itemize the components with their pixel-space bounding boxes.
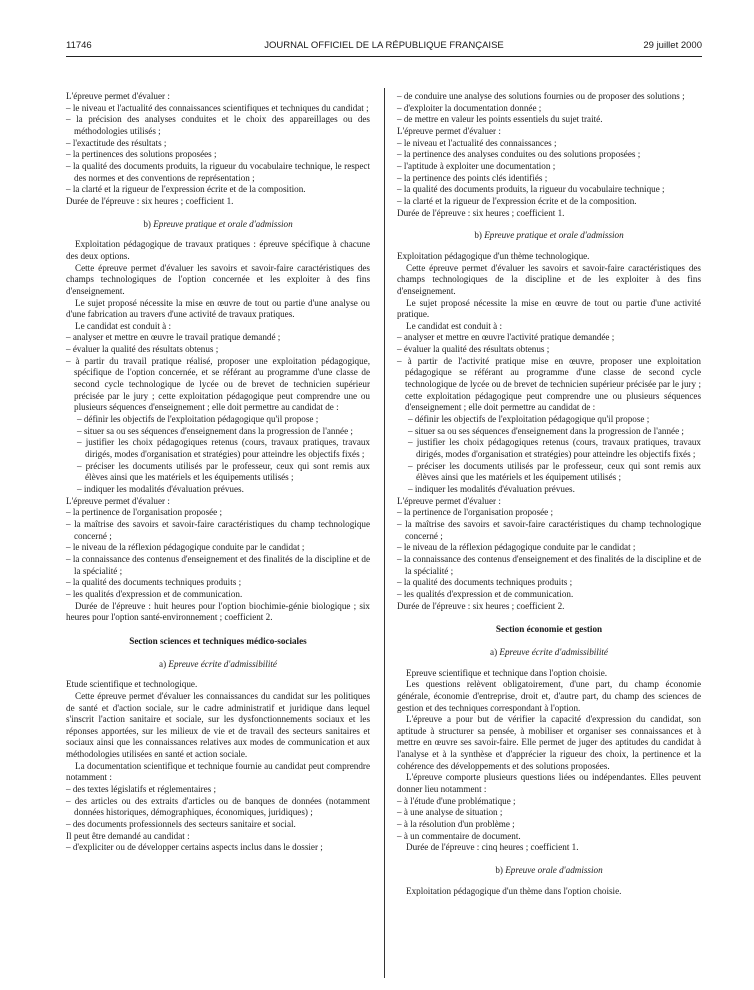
- page-header: [66, 40, 702, 54]
- sub-list-item: – définir les objectifs de l'exploitation pédagogique qu'il propose ;: [408, 414, 650, 425]
- list-item: – la pertinences des solutions proposées ;: [66, 149, 217, 160]
- subsection-letter: a): [490, 646, 500, 657]
- paragraph: Exploitation pédagogique de travaux pratiques : épreuve spécifique à chacune des deux options.: [66, 239, 370, 261]
- sub-list-item: – situer sa ou ses séquences d'enseignement dans la progression de l'année ;: [408, 425, 684, 436]
- right-column: [397, 91, 701, 897]
- list-item: – analyser et mettre en œuvre l'activité pratique demandée ;: [397, 332, 615, 343]
- list-item: – la pertinence de l'organisation proposée ;: [397, 507, 554, 518]
- sub-list-item: – indiquer les modalités d'évaluation prévues.: [408, 484, 575, 494]
- list-item: – à un commentaire de document.: [397, 830, 521, 841]
- paragraph: Etude scientifique et technologique.: [66, 679, 198, 690]
- paragraph: Il peut être demandé au candidat :: [66, 830, 190, 841]
- paragraph: Cette épreuve permet d'évaluer les savoirs et savoir-faire caractéristiques des champs technologiques de l'option concernée et les exploiter à des fins d'enseignement.: [66, 262, 370, 296]
- subsection-letter: b): [474, 230, 485, 241]
- list-item: – évaluer la qualité des résultats obtenus ;: [397, 344, 550, 355]
- list-item: – la qualité des documents produits, la rigueur du vocabulaire technique, le respect des normes et des conventions de représentation ;: [66, 160, 370, 183]
- list-item: – la pertinence de l'organisation proposée ;: [66, 507, 223, 518]
- subsection-letter: a): [159, 658, 169, 669]
- list-item: – d'expliciter ou de développer certains aspects inclus dans le dossier ;: [66, 842, 323, 853]
- paragraph: L'épreuve permet d'évaluer :: [66, 91, 170, 101]
- paragraph: Durée de l'épreuve : cinq heures ; coefficient 1.: [406, 842, 579, 853]
- column-divider: [384, 88, 385, 978]
- list-item: – à la résolution d'un problème ;: [397, 819, 515, 830]
- paragraph: Durée de l'épreuve : six heures ; coefficient 1.: [66, 195, 234, 206]
- list-item: – à l'étude d'une problématique ;: [397, 795, 516, 806]
- list-item: – à une analyse de situation ;: [397, 807, 503, 818]
- list-item: – le niveau de la réflexion pédagogique conduite par le candidat ;: [66, 542, 305, 553]
- header-rule: [66, 56, 702, 57]
- section-heading: Section économie et gestion: [495, 624, 603, 635]
- list-item: – la qualité des documents produits, la rigueur du vocabulaire technique ;: [397, 184, 665, 195]
- list-item: – de mettre en valeur les points essentiels du sujet traité.: [397, 114, 603, 125]
- subsection-letter: b): [143, 218, 154, 229]
- list-item: – le niveau de la réflexion pédagogique conduite par le candidat ;: [397, 542, 636, 553]
- list-item: – le niveau et l'actualité des connaissances scientifiques et techniques du candidat ;: [66, 102, 369, 113]
- subsection-heading: [66, 219, 370, 231]
- subsection-title: Epreuve orale d'admission: [505, 865, 603, 876]
- sub-list-item: – situer sa ou ses séquences d'enseignement dans la progression de l'année ;: [77, 425, 353, 436]
- paragraph: L'épreuve a pour but de vérifier la capacité d'expression du candidat, son aptitude à structurer sa pensée, à mobiliser et organiser ses connaissances et à mettre en œuvre ses savoir-faire. Elle permet de juger des aptitudes du candidat à l'analyse et à la synthèse et d'apprécier la rigueur des choix, la pertinence et la cohérence des développements et des solutions proposées.: [397, 714, 701, 771]
- list-item: – la connaissance des contenus d'enseignement et des finalités de la discipline et de la spécialité ;: [397, 553, 701, 576]
- paragraph: Le candidat est conduit à :: [406, 320, 503, 331]
- paragraph: Cette épreuve permet d'évaluer les savoirs et savoir-faire caractéristiques des champs technologiques de la discipline et de les exploiter à des fins d'enseignement.: [397, 262, 701, 296]
- sub-list-item: – justifier les choix pédagogiques retenus (cours, travaux pratiques, travaux dirigés, modes d'organisation et stratégies) pour atteindre les objectifs fixés ;: [77, 437, 370, 460]
- list-item: – l'aptitude à exploiter une documentation ;: [397, 160, 556, 171]
- paragraph: Durée de l'épreuve : six heures ; coefficient 1.: [397, 207, 565, 218]
- list-item: – la maîtrise des savoirs et savoir-faire caractéristiques du champ technologique concerné ;: [397, 518, 701, 541]
- paragraph: Durée de l'épreuve : six heures ; coefficient 2.: [397, 600, 565, 611]
- paragraph: Le sujet proposé nécessite la mise en œuvre de tout ou partie d'une analyse ou d'une fabrication au travers d'une activité de travaux pratiques.: [66, 297, 370, 320]
- paragraph: Le candidat est conduit à :: [75, 320, 172, 331]
- sub-list-item: – indiquer les modalités d'évaluation prévues.: [77, 484, 244, 494]
- paragraph: Exploitation pédagogique d'un thème dans l'option choisie.: [406, 885, 622, 896]
- paragraph: Exploitation pédagogique d'un thème technologique.: [397, 250, 590, 261]
- list-item: – la clarté et la rigueur de l'expression écrite et de la composition.: [397, 195, 637, 206]
- sub-list-item: – justifier les choix pédagogiques retenus (cours, travaux pratiques, travaux dirigés, modes d'organisation et stratégies) pour atteindre les objectifs fixés ;: [408, 437, 701, 460]
- paragraph: Les questions relèvent obligatoirement, d'une part, du champ économie générale, économie d'entreprise, droit et, d'autre part, du champ des sciences de gestion et des techniques correspondant à l'option.: [397, 679, 701, 713]
- sub-list-item: – préciser les documents utilisés par le professeur, ceux qui sont remis aux élèves ainsi que les matériels et les équipement utilisés ;: [408, 460, 701, 483]
- paragraph: L'épreuve permet d'évaluer :: [397, 495, 501, 506]
- list-item: – à partir du travail pratique réalisé, proposer une exploitation pédagogique, spécifique de l'option concernée, et se référant au programme d'une classe de second cycle technologique de lycée ou de brevet de technicien supérieur précisée par le jury ; cette exploitation pédagogique peut comprendre une ou plusieurs séquences d'enseignement ; elle doit permettre au candidat de :: [66, 355, 370, 413]
- paragraph: Epreuve scientifique et technique dans l'option choisie.: [406, 667, 608, 678]
- paragraph: Durée de l'épreuve : huit heures pour l'option biochimie-génie biologique ; six heures pour l'option santé-environnement ; coefficient 2.: [66, 600, 370, 623]
- subsection-heading: [397, 230, 701, 242]
- sub-list-item: – définir les objectifs de l'exploitation pédagogique qu'il propose ;: [77, 414, 319, 425]
- paragraph: Cette épreuve permet d'évaluer les connaissances du candidat sur les politiques de santé et d'action sociale, sur le cadre administratif et juridique dans lequel s'inscrit l'action sanitaire et sociale, sur les dysfonctionnements sociaux et les réponses apportées, sur les milieux de vie et de travail des secteurs sanitaires et sociaux ainsi que les connaissances relatives aux modes de communication et aux méthodologies utilisées en santé et action sociale.: [66, 690, 370, 760]
- subsection-title: Epreuve écrite d'admissibilité: [499, 646, 608, 657]
- list-item: – d'exploiter la documentation donnée ;: [397, 102, 542, 113]
- paragraph: L'épreuve permet d'évaluer :: [66, 495, 170, 506]
- journal-title: JOURNAL OFFICIEL DE LA RÉPUBLIQUE FRANÇAISE: [264, 40, 504, 51]
- list-item: – la pertinence des points clés identifiés ;: [397, 172, 548, 183]
- list-item: – la pertinence des analyses conduites ou des solutions proposées ;: [397, 149, 641, 160]
- page-number: 11746: [66, 40, 92, 51]
- list-item: – la connaissance des contenus d'enseignement et des finalités de la discipline et de la spécialité ;: [66, 553, 370, 576]
- subsection-title: Epreuve pratique et orale d'admission: [484, 230, 624, 241]
- section-heading: Section sciences et techniques médico-sociales: [129, 635, 307, 646]
- sub-list-item: – préciser les documents utilisés par le professeur, ceux qui sont remis aux élèves ainsi que les matériels et les équipements utilisés ;: [77, 460, 370, 483]
- list-item: – la maîtrise des savoirs et savoir-faire caractéristiques du champ technologique concerné ;: [66, 518, 370, 541]
- list-item: – des textes législatifs et réglementaires ;: [66, 784, 217, 795]
- list-item: – analyser et mettre en œuvre le travail pratique demandé ;: [66, 332, 281, 343]
- list-item: – le niveau et l'actualité des connaissances ;: [397, 137, 557, 148]
- list-item: – des documents professionnels des secteurs sanitaire et social.: [66, 819, 296, 830]
- subsection-title: Epreuve écrite d'admissibilité: [168, 658, 277, 669]
- list-item: – les qualités d'expression et de communication.: [397, 588, 574, 599]
- left-column: [66, 91, 370, 854]
- list-item: – les qualités d'expression et de communication.: [66, 588, 243, 599]
- list-item: – la qualité des documents techniques produits ;: [397, 577, 573, 588]
- subsection-letter: b): [495, 865, 506, 876]
- list-item: – l'exactitude des résultats ;: [66, 137, 167, 148]
- subsection-title: Epreuve pratique et orale d'admission: [153, 218, 293, 229]
- paragraph: Le sujet proposé nécessite la mise en œuvre de tout ou partie d'une activité pratique.: [397, 297, 701, 320]
- subsection-heading: [397, 647, 701, 659]
- paragraph: L'épreuve comporte plusieurs questions liées ou indépendantes. Elles peuvent donner lieu notamment :: [397, 772, 701, 795]
- list-item: – de conduire une analyse des solutions fournies ou de proposer des solutions ;: [397, 91, 685, 101]
- subsection-heading: [397, 865, 701, 877]
- paragraph: L'épreuve permet d'évaluer :: [397, 125, 501, 136]
- publication-date: 29 juillet 2000: [643, 40, 702, 51]
- subsection-heading: [66, 659, 370, 671]
- list-item: – la qualité des documents techniques produits ;: [66, 577, 242, 588]
- list-item: – la clarté et la rigueur de l'expression écrite et de la composition.: [66, 184, 306, 195]
- paragraph: La documentation scientifique et technique fournie au candidat peut comprendre notamment :: [66, 760, 370, 783]
- list-item: – à partir de l'activité pratique mise en œuvre, proposer une exploitation pédagogique se référant au programme d'une classe de second cycle technologique de lycée ou de brevet de technicien supérieur précisée par le jury ; cette exploitation pédagogique peut comprendre une ou plusieurs séquences d'enseignement ; elle doit permettre au candidat de :: [397, 355, 701, 413]
- list-item: – des articles ou des extraits d'articles ou de banques de données (notamment données historiques, démographiques, économiques, juridiques) ;: [66, 795, 370, 818]
- list-item: – la précision des analyses conduites et le choix des appareillages ou des méthodologies utilisés ;: [66, 114, 370, 136]
- list-item: – évaluer la qualité des résultats obtenus ;: [66, 344, 219, 355]
